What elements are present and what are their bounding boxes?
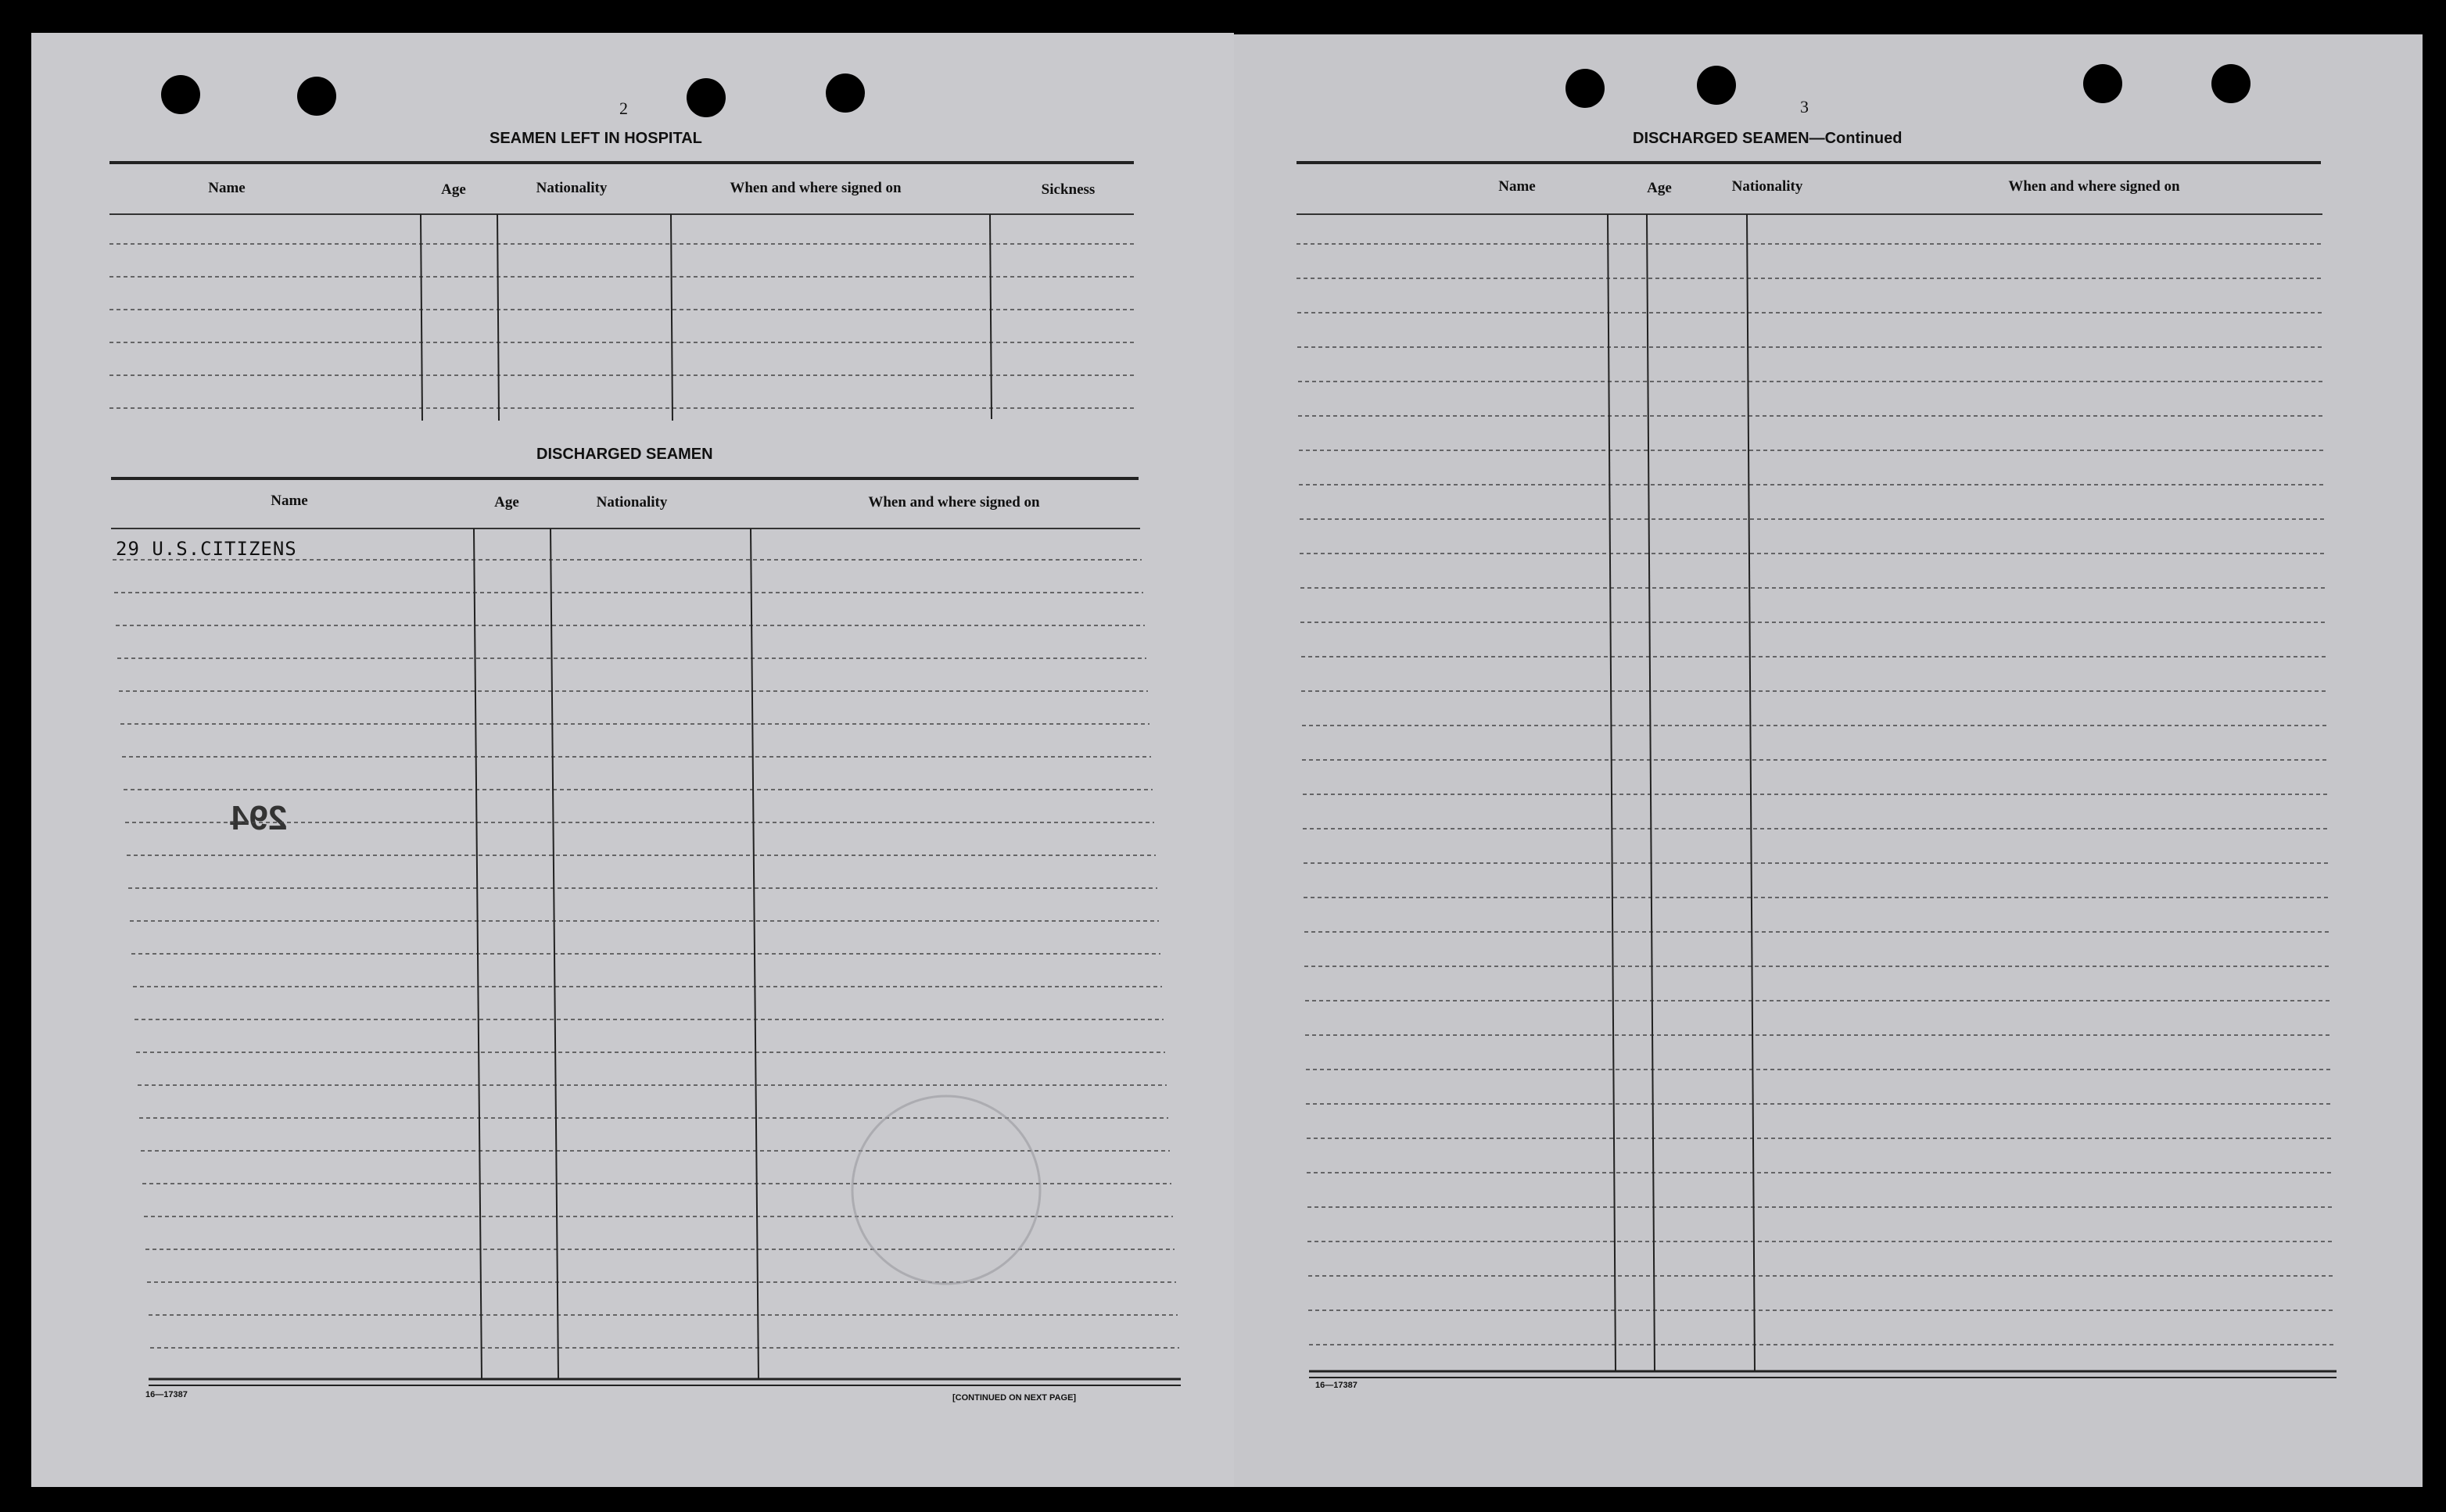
page-number: 2 <box>619 99 628 118</box>
discharged-section-title: DISCHARGED SEAMEN <box>536 446 713 463</box>
column-header-name: Name <box>208 180 246 196</box>
discharged-entry: 29 U.S.CITIZENS <box>116 538 297 560</box>
column-header-nationality: Nationality <box>596 494 668 511</box>
column-header-sickness: Sickness <box>1041 181 1096 198</box>
column-header-age: Age <box>1647 180 1672 196</box>
column-header-signed-on: When and where signed on <box>2008 178 2180 195</box>
continued-note: [CONTINUED ON NEXT PAGE] <box>952 1393 1077 1403</box>
column-header-age: Age <box>441 181 466 198</box>
column-header-name: Name <box>1498 178 1536 195</box>
discharged-continued-title: DISCHARGED SEAMEN—Continued <box>1633 130 1903 147</box>
column-header-nationality: Nationality <box>536 180 608 196</box>
left-page-rules <box>31 33 1234 1487</box>
column-header-name: Name <box>271 493 308 509</box>
right-page <box>1234 34 2423 1487</box>
column-header-signed-on: When and where signed on <box>730 180 902 196</box>
column-header-nationality: Nationality <box>1731 178 1803 195</box>
hospital-section-title: SEAMEN LEFT IN HOSPITAL <box>490 130 702 147</box>
column-header-signed-on: When and where signed on <box>868 494 1040 511</box>
column-header-age: Age <box>494 494 519 511</box>
form-number: 16—17387 <box>145 1390 188 1399</box>
form-number: 16—17387 <box>1315 1381 1357 1390</box>
page-number: 3 <box>1800 97 1809 116</box>
right-page-rules <box>1234 34 2423 1487</box>
left-page <box>31 33 1234 1487</box>
bleed-through-number: 294 <box>230 799 288 837</box>
